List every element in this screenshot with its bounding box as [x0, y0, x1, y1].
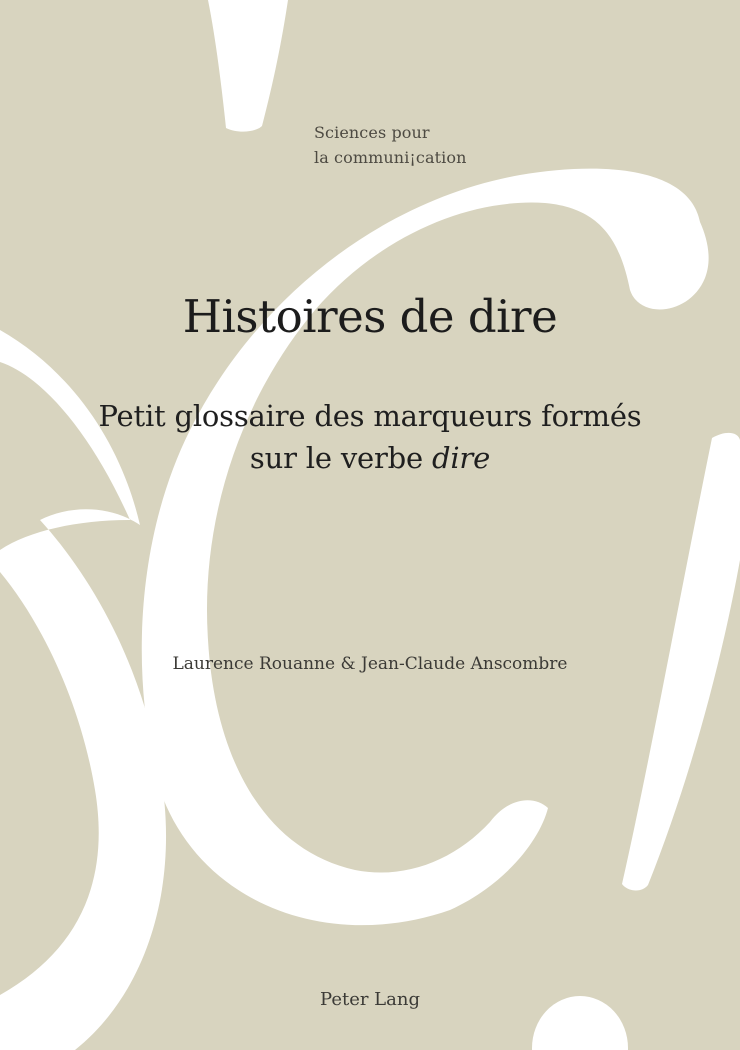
- letter-c-shape: [142, 169, 709, 926]
- series-title: [314, 120, 554, 170]
- apostrophe-shape: [208, 0, 288, 132]
- publisher-name: Peter Lang: [320, 989, 420, 1010]
- series-title-line-1: Sciences pour: [314, 123, 430, 142]
- book-title: Histoires de dire: [182, 290, 558, 343]
- subtitle-italic-word: dire: [431, 441, 491, 475]
- book-authors: Laurence Rouanne & Jean-Claude Anscombre: [172, 654, 568, 674]
- subtitle-line-2: [60, 437, 680, 479]
- exclamation-dot-shape: [532, 996, 628, 1050]
- series-title-line-2: la communi¡cation: [314, 148, 467, 167]
- book-subtitle: [60, 395, 680, 479]
- subtitle-line-1: Petit glossaire des marqueurs formés: [98, 399, 642, 433]
- subtitle-line-2-prefix: sur le verbe: [249, 441, 432, 475]
